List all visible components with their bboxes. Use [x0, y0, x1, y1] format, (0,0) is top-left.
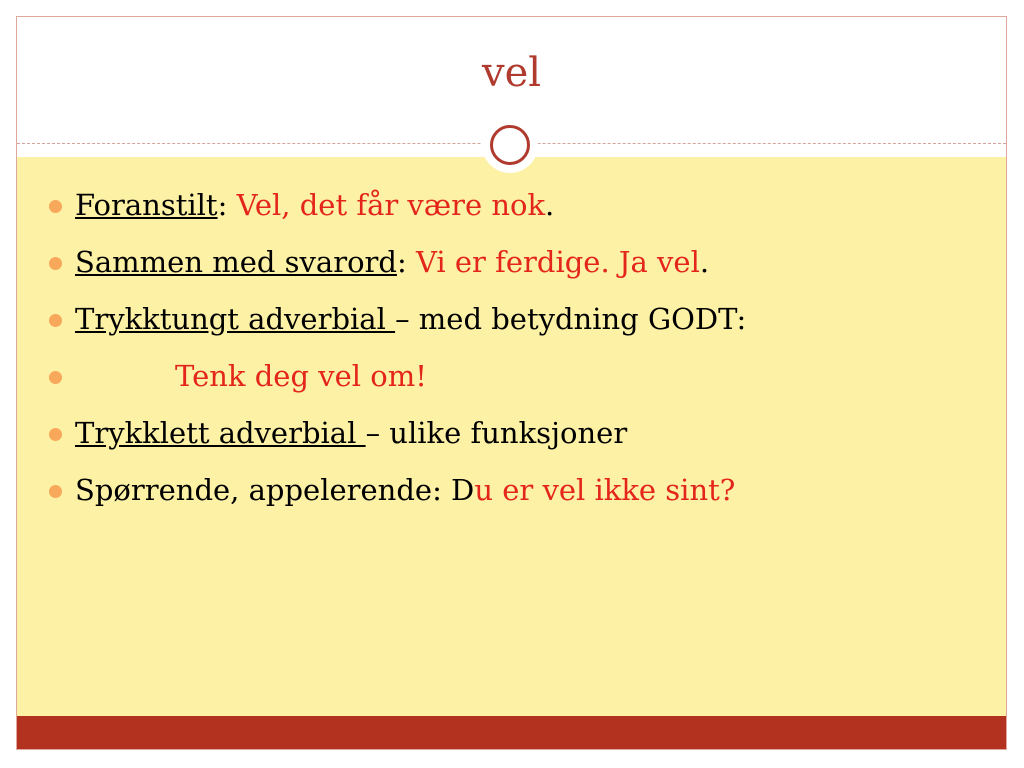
bullet-text: : — [396, 245, 416, 279]
bullet-label: Foranstilt — [75, 188, 218, 222]
bullet-dot-icon — [49, 371, 62, 384]
bullet-example: Tenk deg vel om! — [175, 359, 427, 393]
bullet-text: . — [699, 245, 710, 279]
bullet-item-svarord — [47, 234, 977, 291]
bullet-example: Vi er ferdige. Ja vel — [415, 245, 700, 279]
bullet-label: Sammen med svarord — [75, 245, 397, 279]
ring-shape — [490, 125, 530, 165]
bullet-text: . — [545, 188, 555, 222]
footer-band — [17, 716, 1006, 749]
bullet-text: : — [217, 188, 237, 222]
bullet-item-foranstilt — [47, 177, 977, 234]
bullet-example: u er vel ikke sint? — [474, 473, 736, 507]
bullet-text: – med betydning GODT: — [395, 302, 747, 336]
slide — [16, 16, 1007, 750]
bullet-example: Vel, det får være nok — [236, 188, 546, 222]
bullet-item-trykktungt — [47, 291, 977, 348]
bullet-item-trykklett — [47, 405, 977, 462]
bullet-text: – ulike funksjoner — [365, 416, 628, 450]
bullet-dot-icon — [49, 428, 62, 441]
circle-ring-icon — [482, 117, 538, 173]
bullet-dot-icon — [49, 257, 62, 270]
bullet-list — [47, 177, 977, 519]
bullet-item-example — [47, 348, 977, 405]
bullet-label: Trykklett adverbial — [75, 416, 366, 450]
bullet-item-sporrende — [47, 462, 977, 519]
bullet-dot-icon — [49, 200, 62, 213]
bullet-dot-icon — [49, 485, 62, 498]
bullet-text: Spørrende, appelerende: D — [75, 473, 475, 507]
bullet-dot-icon — [49, 314, 62, 327]
bullet-label: Trykktungt adverbial — [75, 302, 396, 336]
slide-title: vel — [481, 50, 542, 96]
